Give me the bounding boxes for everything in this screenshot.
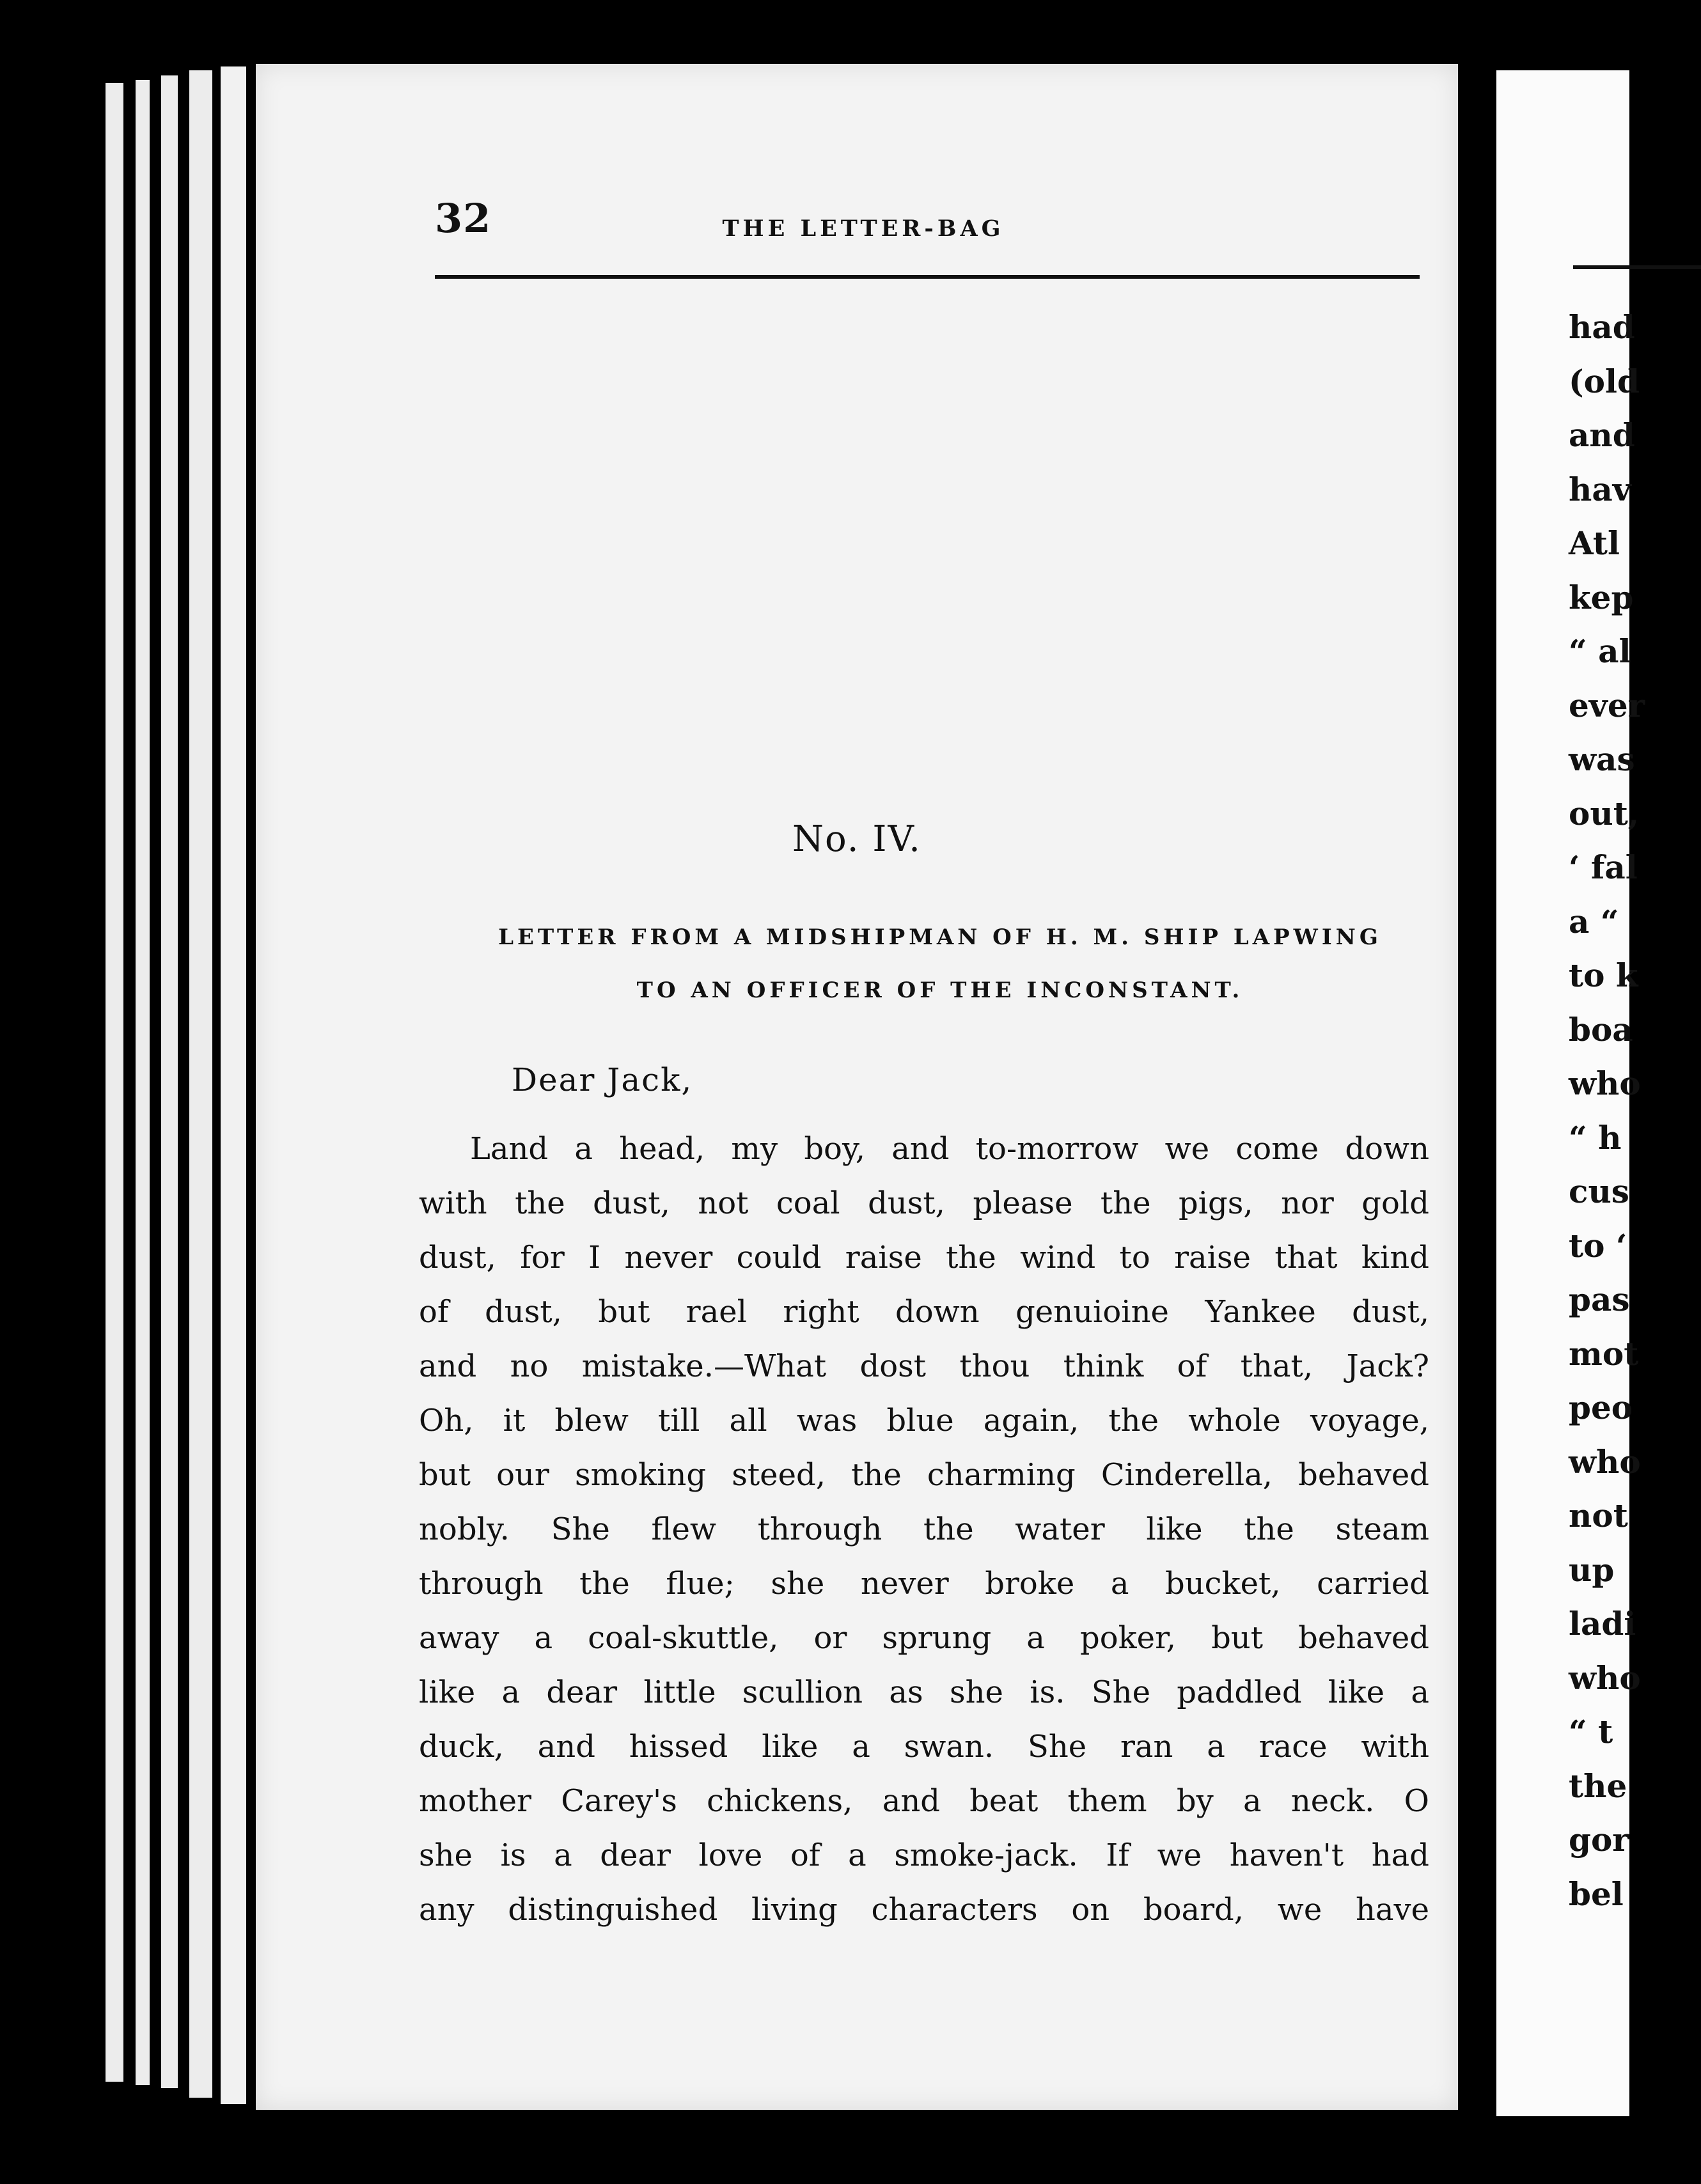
facing-fragment: mot [1569, 1334, 1639, 1373]
facing-fragment: “ t [1569, 1713, 1613, 1751]
facing-fragment: peo [1569, 1389, 1633, 1426]
facing-fragment: not [1569, 1497, 1628, 1534]
body-line: with the dust, not coal dust, please the pigs, nor gold [419, 1185, 1429, 1221]
body-line: like a dear little scullion as she is. She paddled like a [419, 1674, 1429, 1710]
page-header [435, 195, 1292, 259]
letter-title [416, 911, 1464, 1017]
page-number: 32 [435, 195, 492, 242]
body-line: through the flue; she never broke a bucket, carried [419, 1566, 1429, 1602]
facing-fragment: to ‘ [1569, 1226, 1627, 1265]
facing-fragment: bel [1569, 1875, 1624, 1913]
facing-fragment: pas [1569, 1281, 1630, 1318]
page-edge [136, 80, 150, 2085]
facing-fragment: a “ [1569, 902, 1619, 940]
facing-fragment: ever [1569, 686, 1645, 724]
page-edge [221, 66, 246, 2104]
body-line: and no mistake.—What dost thou think of that, Jack? [419, 1348, 1429, 1384]
body-line: she is a dear love of a smoke-jack. If we haven't had [419, 1837, 1429, 1873]
facing-fragment: up [1569, 1550, 1615, 1589]
body-line: Oh, it blew till all was blue again, the whole voyage, [419, 1403, 1429, 1439]
facing-fragment: and [1569, 416, 1635, 454]
facing-fragment: cus [1569, 1173, 1629, 1210]
page-edge [189, 70, 212, 2098]
letter-body [419, 1122, 1429, 1937]
facing-fragment: boa [1569, 1010, 1633, 1049]
facing-fragment: the [1569, 1767, 1627, 1805]
body-line: away a coal-skuttle, or sprung a poker, but behaved [419, 1620, 1429, 1656]
facing-fragment: ‘ fal [1569, 848, 1638, 886]
facing-fragment: was [1569, 740, 1635, 778]
body-line: any distinguished living characters on board, we have [419, 1892, 1429, 1928]
facing-fragment: kep [1569, 578, 1634, 616]
body-line: mother Carey's chickens, and beat them by a neck. O [419, 1783, 1429, 1819]
body-line: nobly. She flew through the water like the steam [419, 1511, 1429, 1547]
facing-fragment: ladi [1569, 1605, 1636, 1642]
facing-fragment: who [1569, 1065, 1641, 1102]
body-line: dust, for I never could raise the wind to raise that kind [419, 1240, 1429, 1275]
header-rule [435, 275, 1420, 279]
page-edge [106, 83, 123, 2082]
body-line: of dust, but rael right down genuioine Yankee dust, [419, 1294, 1429, 1330]
letter-number: No. IV. [792, 818, 921, 860]
facing-fragment: “ h [1569, 1118, 1622, 1157]
body-line: Land a head, my boy, and to-morrow we come down [470, 1131, 1429, 1167]
facing-fragment: to k [1569, 956, 1638, 994]
facing-page-text [1569, 300, 1697, 1921]
facing-fragment: out, [1569, 794, 1640, 832]
facing-header-rule [1573, 265, 1701, 269]
facing-fragment: had [1569, 308, 1635, 346]
facing-fragment: gor [1569, 1821, 1629, 1859]
letter-title-line: TO AN OFFICER OF THE INCONSTANT. [636, 978, 1244, 1003]
page-edge [161, 75, 178, 2088]
facing-page [1496, 70, 1645, 2116]
facing-fragment: hav [1569, 470, 1631, 508]
facing-fragment: who [1569, 1658, 1641, 1697]
letter-title-line: LETTER FROM A MIDSHIPMAN OF H. M. SHIP LAPWING [498, 924, 1382, 950]
facing-fragment: who [1569, 1442, 1641, 1481]
running-title: THE LETTER-BAG [722, 215, 1005, 242]
facing-fragment: Atl [1569, 524, 1620, 562]
body-line: duck, and hissed like a swan. She ran a race with [419, 1729, 1429, 1765]
salutation: Dear Jack, [512, 1061, 693, 1098]
facing-fragment: (old [1569, 362, 1640, 400]
main-page [256, 64, 1458, 2110]
facing-fragment: “ al [1569, 632, 1631, 670]
body-line: but our smoking steed, the charming Cinderella, behaved [419, 1457, 1429, 1493]
